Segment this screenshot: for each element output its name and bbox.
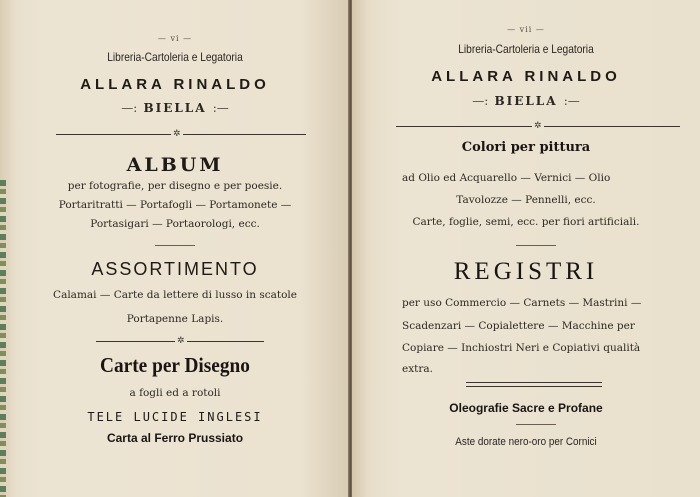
ornament-icon: ✲ xyxy=(173,129,181,139)
album-line-2: Portaritratti — Portafogli — Portamonete — xyxy=(58,199,292,211)
city-line xyxy=(352,94,700,108)
album-line-3: Portasigari — Portaorologi, ecc. xyxy=(90,218,260,230)
oleografie-heading: Oleografie Sacre e Profane xyxy=(449,401,603,415)
owner-name: ALLARA RINALDO xyxy=(431,68,621,85)
city-line xyxy=(0,101,350,115)
city-name: BIELLA xyxy=(494,94,558,108)
carte-line-1: a fogli ed a rotoli xyxy=(129,387,221,399)
album-heading: ALBUM xyxy=(126,154,224,176)
page-number: — vii — xyxy=(507,25,545,34)
city-dash-right: :— xyxy=(563,94,580,108)
shop-name: Libreria-Cartoleria e Legatoria xyxy=(107,50,243,64)
right-page xyxy=(352,0,700,497)
shop-name: Libreria-Cartoleria e Legatoria xyxy=(458,42,594,56)
city-dash-left: —: xyxy=(121,101,138,115)
carte-heading: Carte per Disegno xyxy=(100,353,250,377)
city-dash-right: :— xyxy=(212,101,229,115)
ferro-heading: Carta al Ferro Prussiato xyxy=(106,431,244,445)
ornament-icon: ✲ xyxy=(177,336,185,346)
city-dash-left: —: xyxy=(472,94,489,108)
short-divider xyxy=(516,424,556,425)
registri-heading: REGISTRI xyxy=(453,258,599,285)
registri-line-4: extra. xyxy=(402,363,433,375)
page-number: — vi — xyxy=(157,34,193,43)
registri-line-2: Scadenzari — Copialettere — Macchine per xyxy=(402,320,635,332)
assortimento-line-2: Portapenne Lapis. xyxy=(126,313,224,325)
assortimento-heading: ASSORTIMENTO xyxy=(91,259,259,279)
double-divider xyxy=(466,382,602,387)
tele-heading: TELE LUCIDE INGLESI xyxy=(87,410,263,424)
short-divider xyxy=(155,245,195,246)
colori-line-3: Carte, foglie, semi, ecc. per fiori artificiali. xyxy=(412,216,640,228)
album-line-1: per fotografie, per disegno e per poesie. xyxy=(67,180,283,192)
colori-line-2: Tavolozze — Pennelli, ecc. xyxy=(456,194,596,206)
ornament-icon: ✲ xyxy=(534,121,542,131)
owner-name: ALLARA RINALDO xyxy=(80,76,270,93)
aste-line: Aste dorate nero-oro per Cornici xyxy=(455,436,597,448)
short-divider xyxy=(516,245,556,246)
city-name: BIELLA xyxy=(143,101,207,115)
assortimento-line-1: Calamai — Carte da lettere di lusso in scatole xyxy=(53,289,297,301)
registri-line-3: Copiare — Inchiostri Neri e Copiativi qualità xyxy=(402,342,641,354)
colori-heading: Colori per pittura xyxy=(461,140,591,155)
colori-line-1: ad Olio ed Acquarello — Vernici — Olio xyxy=(402,172,611,184)
registri-line-1: per uso Commercio — Carnets — Mastrini — xyxy=(402,297,642,309)
